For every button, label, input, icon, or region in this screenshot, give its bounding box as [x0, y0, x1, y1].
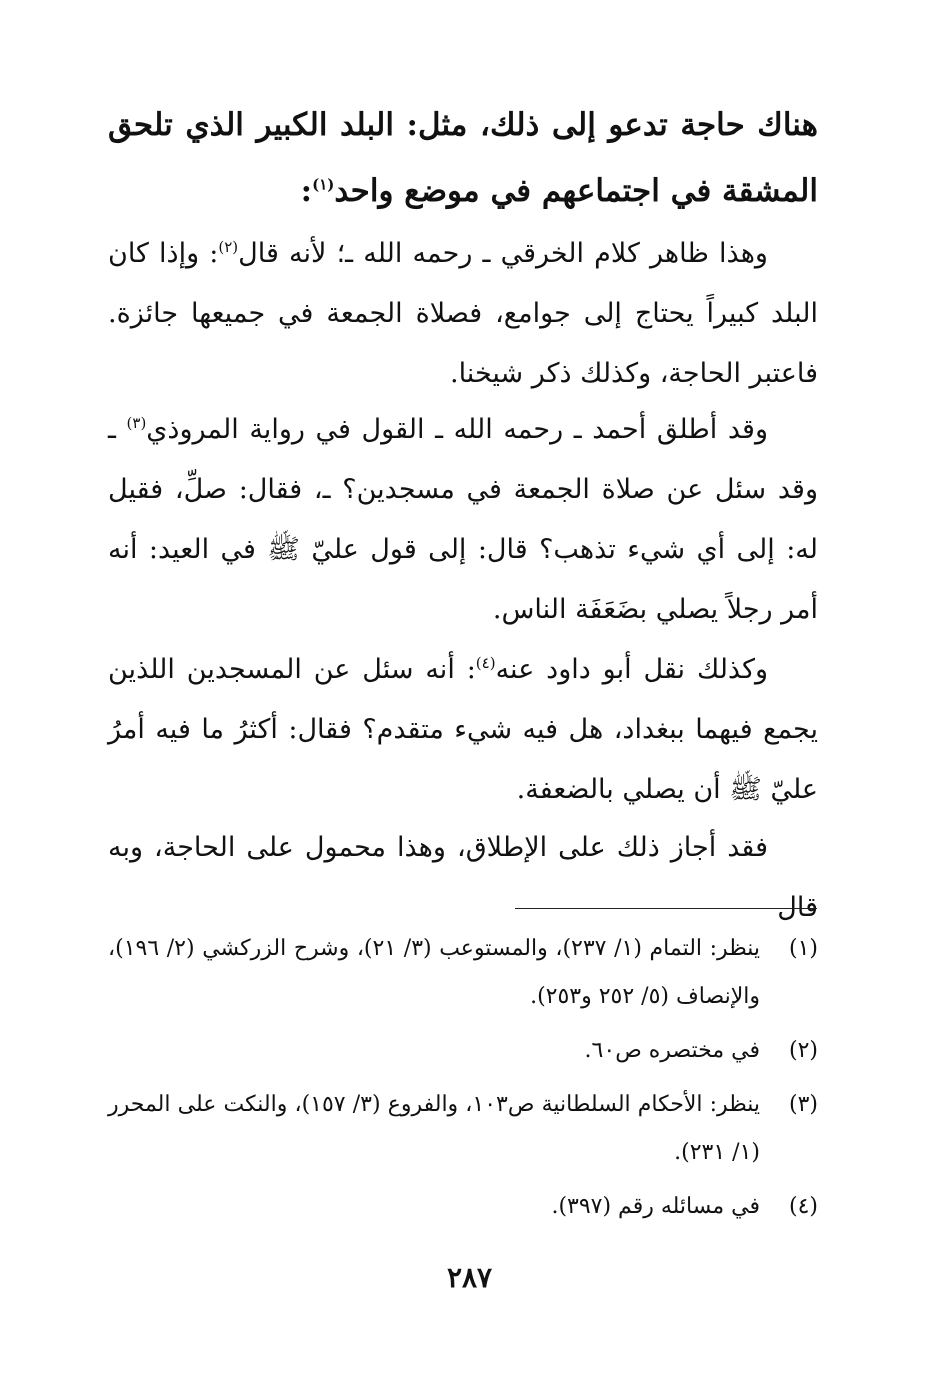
footnote-number: (٤)	[788, 1194, 818, 1219]
paragraph-text: فقد أجاز ذلك على الإطلاق، وهذا محمول على الحاجة، وبه قال	[108, 832, 818, 923]
footnote-item	[108, 1183, 818, 1231]
footnote-ref-3[interactable]: (٣)	[126, 414, 147, 432]
footnote-ref-2[interactable]: (٢)	[218, 238, 239, 256]
heading-text: هناك حاجة تدعو إلى ذلك، مثل: البلد الكبير الذي تلحق المشقة في اجتماعهم في موضع واحد	[108, 107, 818, 209]
footnote-number: (١)	[788, 936, 818, 961]
paragraph-ahmad	[108, 400, 818, 640]
paragraph-text-end: : أنه سئل عن المسجدين اللذين يجمع فيهما ببغداد، هل فيه شيء متقدم؟ فقال: أكثرُ ما فيه أمرُ عليّ ﷺ أن يصلي بالضعفة.	[108, 654, 818, 805]
footnote-text: في مختصره ص٦٠.	[584, 1038, 760, 1063]
paragraph-text-start: وقد أطلق أحمد ـ رحمه الله ـ القول في رواية المروذي	[146, 414, 768, 445]
footnote-ref-4[interactable]: (٤)	[475, 654, 496, 672]
footnote-item	[108, 1027, 818, 1075]
paragraph-text-start: وهذا ظاهر كلام الخرقي ـ رحمه الله ـ؛ لأنه قال	[238, 238, 768, 269]
footnote-text: ينظر: التمام (١/ ٢٣٧)، والمستوعب (٣/ ٢١)، وشرح الزركشي (٢/ ١٩٦)، والإنصاف (٥/ ٢٥٢ و٢٥٣).	[108, 936, 761, 1009]
paragraph-conclusion	[108, 818, 818, 938]
footnote-text: ينظر: الأحكام السلطانية ص١٠٣، والفروع (٣/ ١٥٧)، والنكت على المحرر (١/ ٢٣١).	[108, 1092, 760, 1165]
footnote-item	[108, 1081, 818, 1177]
heading-colon: :	[300, 173, 313, 209]
paragraph-abu-dawud	[108, 640, 818, 820]
footnote-separator	[515, 908, 817, 909]
footnotes-list	[108, 925, 818, 1237]
paragraph-text-end: : وإذا كان البلد كبيراً يحتاج إلى جوامع، فصلاة الجمعة في جميعها جائزة. فاعتبر الحاجة، وكذلك ذكر شيخنا.	[108, 238, 818, 389]
footnote-number: (٣)	[788, 1092, 818, 1117]
footnote-ref-1[interactable]: (١)	[312, 175, 335, 194]
footnote-item	[108, 925, 818, 1021]
paragraph-kharqi	[108, 224, 818, 404]
footnote-number: (٢)	[788, 1038, 818, 1063]
paragraph-text-end: ـ وقد سئل عن صلاة الجمعة في مسجدين؟ ـ، فقال: صلِّ، فقيل له: إلى أي شيء تذهب؟ قال: إلى قول عليّ ﷺ في العيد: أنه أمر رجلاً يصلي بضَعَفَة الناس.	[108, 414, 818, 625]
footnote-text: في مسائله رقم (٣٩٧).	[551, 1194, 760, 1219]
paragraph-text-start: وكذلك نقل أبو داود عنه	[495, 654, 768, 685]
heading-paragraph	[108, 92, 818, 224]
page-number: ٢٨٧	[446, 1261, 493, 1294]
